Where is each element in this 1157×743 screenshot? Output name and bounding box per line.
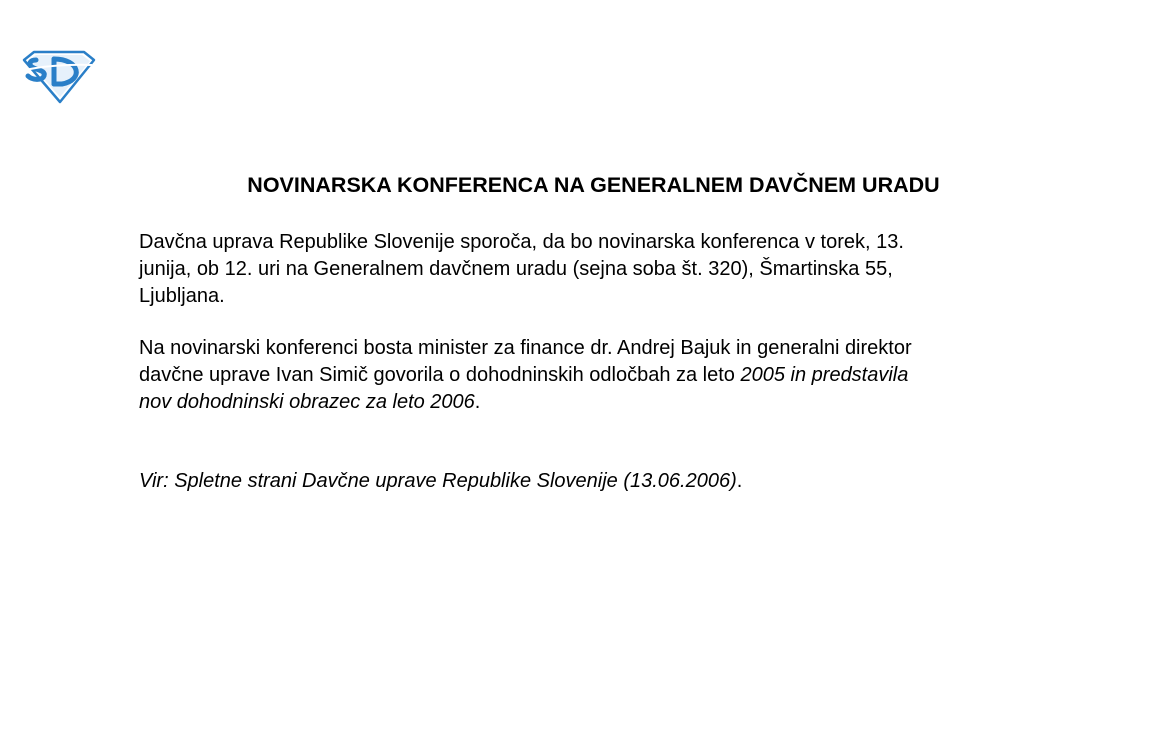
- source-citation: [139, 468, 1059, 495]
- page-title: NOVINARSKA KONFERENCA NA GENERALNEM DAVČNEM URADU: [247, 173, 940, 197]
- paragraph-line: Na novinarski konferenci bosta minister za finance dr. Andrej Bajuk in generalni direktor: [139, 337, 912, 359]
- paragraph-line-end: .: [474, 391, 481, 413]
- paragraph-italic-text: 2005 in predstavila: [740, 364, 909, 386]
- source-end: .: [736, 470, 743, 492]
- announcement-paragraph: [139, 229, 1059, 310]
- sd-logo: [22, 50, 96, 104]
- paragraph-line: Ljubljana.: [139, 285, 225, 307]
- paragraph-line: Davčna uprava Republike Slovenije sporoča, da bo novinarska konferenca v torek, 13.: [139, 231, 904, 253]
- source-text: Vir: Spletne strani Davčne uprave Republike Slovenije (13.06.2006): [139, 470, 737, 492]
- shield-logo-icon: [22, 50, 96, 104]
- paragraph-line: junija, ob 12. uri na Generalnem davčnem uradu (sejna soba št. 320), Šmartinska 55,: [139, 258, 893, 280]
- details-paragraph: [139, 335, 1059, 416]
- paragraph-line: davčne uprave Ivan Simič govorila o dohodninskih odločbah za leto: [139, 364, 741, 386]
- paragraph-italic-text: nov dohodninski obrazec za leto 2006: [139, 391, 475, 413]
